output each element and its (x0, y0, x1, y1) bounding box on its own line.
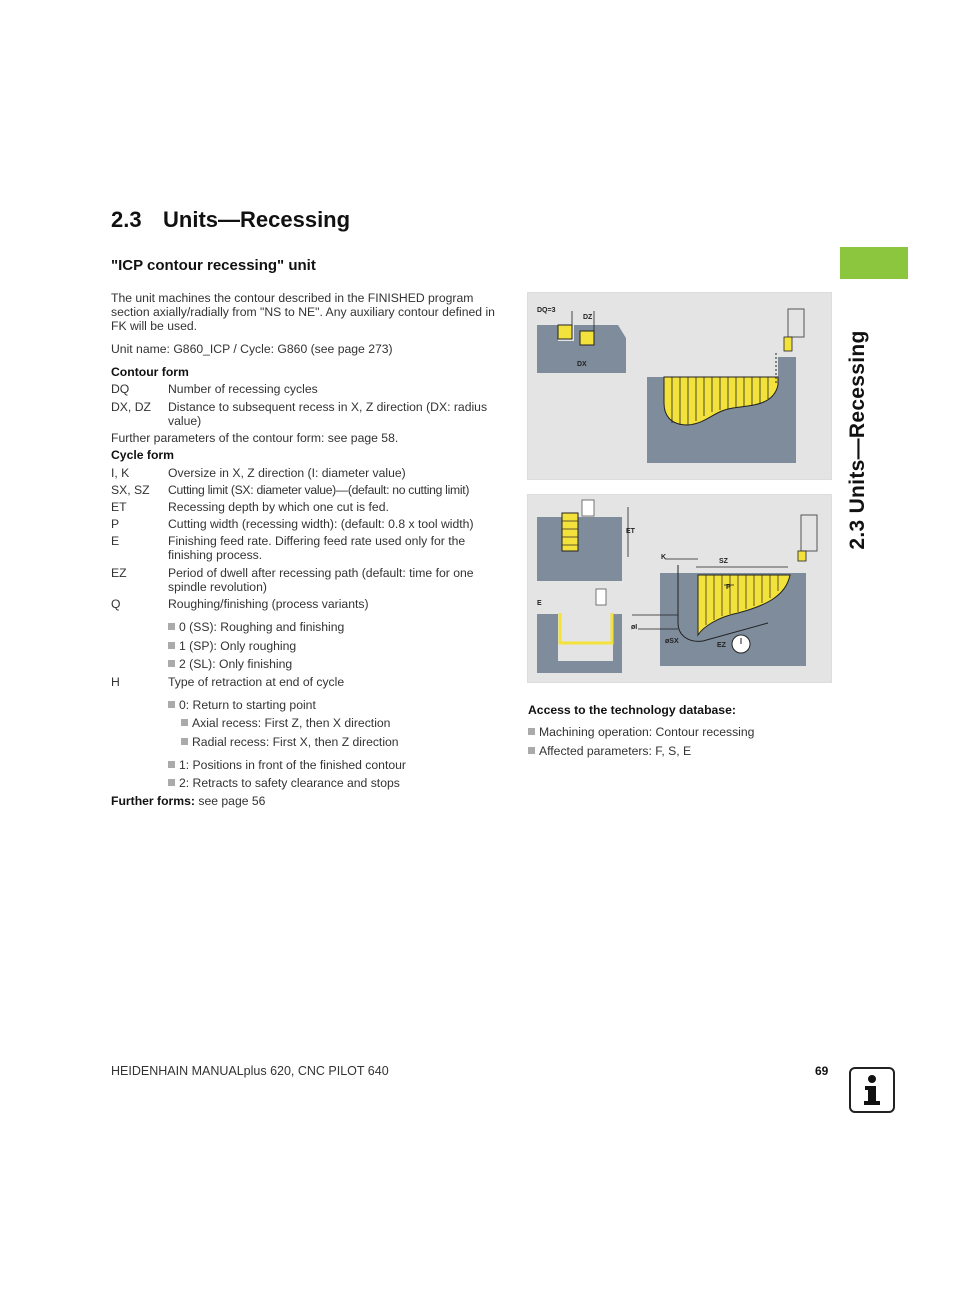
param-key: EZ (111, 566, 127, 580)
list-item: Affected parameters: F, S, E (528, 744, 691, 758)
label-e: E (537, 600, 542, 607)
label-sx: øSX (665, 638, 679, 645)
chapter-tab (840, 247, 908, 279)
param-key: H (111, 675, 120, 689)
list-item: Axial recess: First Z, then X direction (181, 716, 390, 730)
figure-icp-recessing-parameters (527, 494, 832, 683)
contour-form-heading: Contour form (111, 365, 189, 379)
further-forms: Further forms: see page 56 (111, 794, 266, 808)
param-desc: Period of dwell after recessing path (default: time for one spindle revolution) (168, 566, 474, 594)
label-p: P (726, 584, 731, 591)
param-desc: Cutting limit (SX: diameter value)—(default: no cutting limit) (168, 483, 470, 497)
intro-paragraph: The unit machines the contour described in the FINISHED program section axially/radially from "NS to NE". Any auxiliary contour defined in FK will be used. (111, 291, 495, 333)
section-title-text: Units—Recessing (163, 207, 351, 232)
label-dq: DQ=3 (537, 307, 556, 314)
param-key: DQ (111, 382, 130, 396)
label-k: K (661, 554, 667, 561)
footer-text: HEIDENHAIN MANUALplus 620, CNC PILOT 640 (111, 1064, 389, 1078)
label-dz: DZ (583, 314, 593, 321)
section-number: 2.3 (111, 207, 142, 232)
unit-name: Unit name: G860_ICP / Cycle: G860 (see page 273) (111, 342, 393, 356)
section-title (111, 207, 350, 233)
param-key: I, K (111, 466, 130, 480)
param-desc: Finishing feed rate. Differing feed rate used only for the finishing process. (168, 534, 466, 562)
subsection-title: "ICP contour recessing" unit (111, 257, 316, 274)
param-desc: Distance to subsequent recess in X, Z direction (DX: radius value) (168, 400, 488, 428)
param-desc: Recessing depth by which one cut is fed. (168, 500, 389, 514)
figure-icp-recessing-overview (527, 292, 832, 480)
list-item: 1: Positions in front of the finished contour (168, 758, 406, 772)
list-item: Radial recess: First X, then Z direction (181, 735, 399, 749)
info-glyph (851, 1069, 893, 1111)
param-key: E (111, 534, 120, 548)
label-sz: SZ (719, 558, 728, 565)
label-i: øI (631, 624, 638, 631)
param-desc: Roughing/finishing (process variants) (168, 597, 369, 611)
param-key: ET (111, 500, 127, 514)
figure-icp-recessing-parameters-svg (528, 495, 831, 682)
list-item: 0 (SS): Roughing and finishing (168, 620, 344, 634)
contour-form-note: Further parameters of the contour form: see page 58. (111, 431, 399, 445)
tech-db-heading: Access to the technology database: (528, 703, 736, 717)
param-key: SX, SZ (111, 483, 150, 497)
param-desc: Oversize in X, Z direction (I: diameter value) (168, 466, 406, 480)
param-desc: Cutting width (recessing width): (default: 0.8 x tool width) (168, 517, 474, 531)
list-item: 1 (SP): Only roughing (168, 639, 296, 653)
cycle-form-heading: Cycle form (111, 448, 174, 462)
list-item: 2: Retracts to safety clearance and stops (168, 776, 400, 790)
label-dx: DX (577, 361, 587, 368)
list-item: 2 (SL): Only finishing (168, 657, 292, 671)
param-key: P (111, 517, 120, 531)
label-ez: EZ (717, 642, 726, 649)
param-desc: Type of retraction at end of cycle (168, 675, 345, 689)
info-icon (849, 1067, 895, 1113)
label-et: ET (626, 528, 635, 535)
figure-icp-recessing-overview-svg (528, 293, 831, 479)
list-item: Machining operation: Contour recessing (528, 725, 754, 739)
param-key: DX, DZ (111, 400, 151, 414)
param-desc: Number of recessing cycles (168, 382, 318, 396)
list-item: 0: Return to starting point (168, 698, 316, 712)
param-key: Q (111, 597, 121, 611)
chapter-tab-label: 2.3 Units—Recessing (846, 330, 869, 550)
page-number: 69 (815, 1064, 829, 1078)
